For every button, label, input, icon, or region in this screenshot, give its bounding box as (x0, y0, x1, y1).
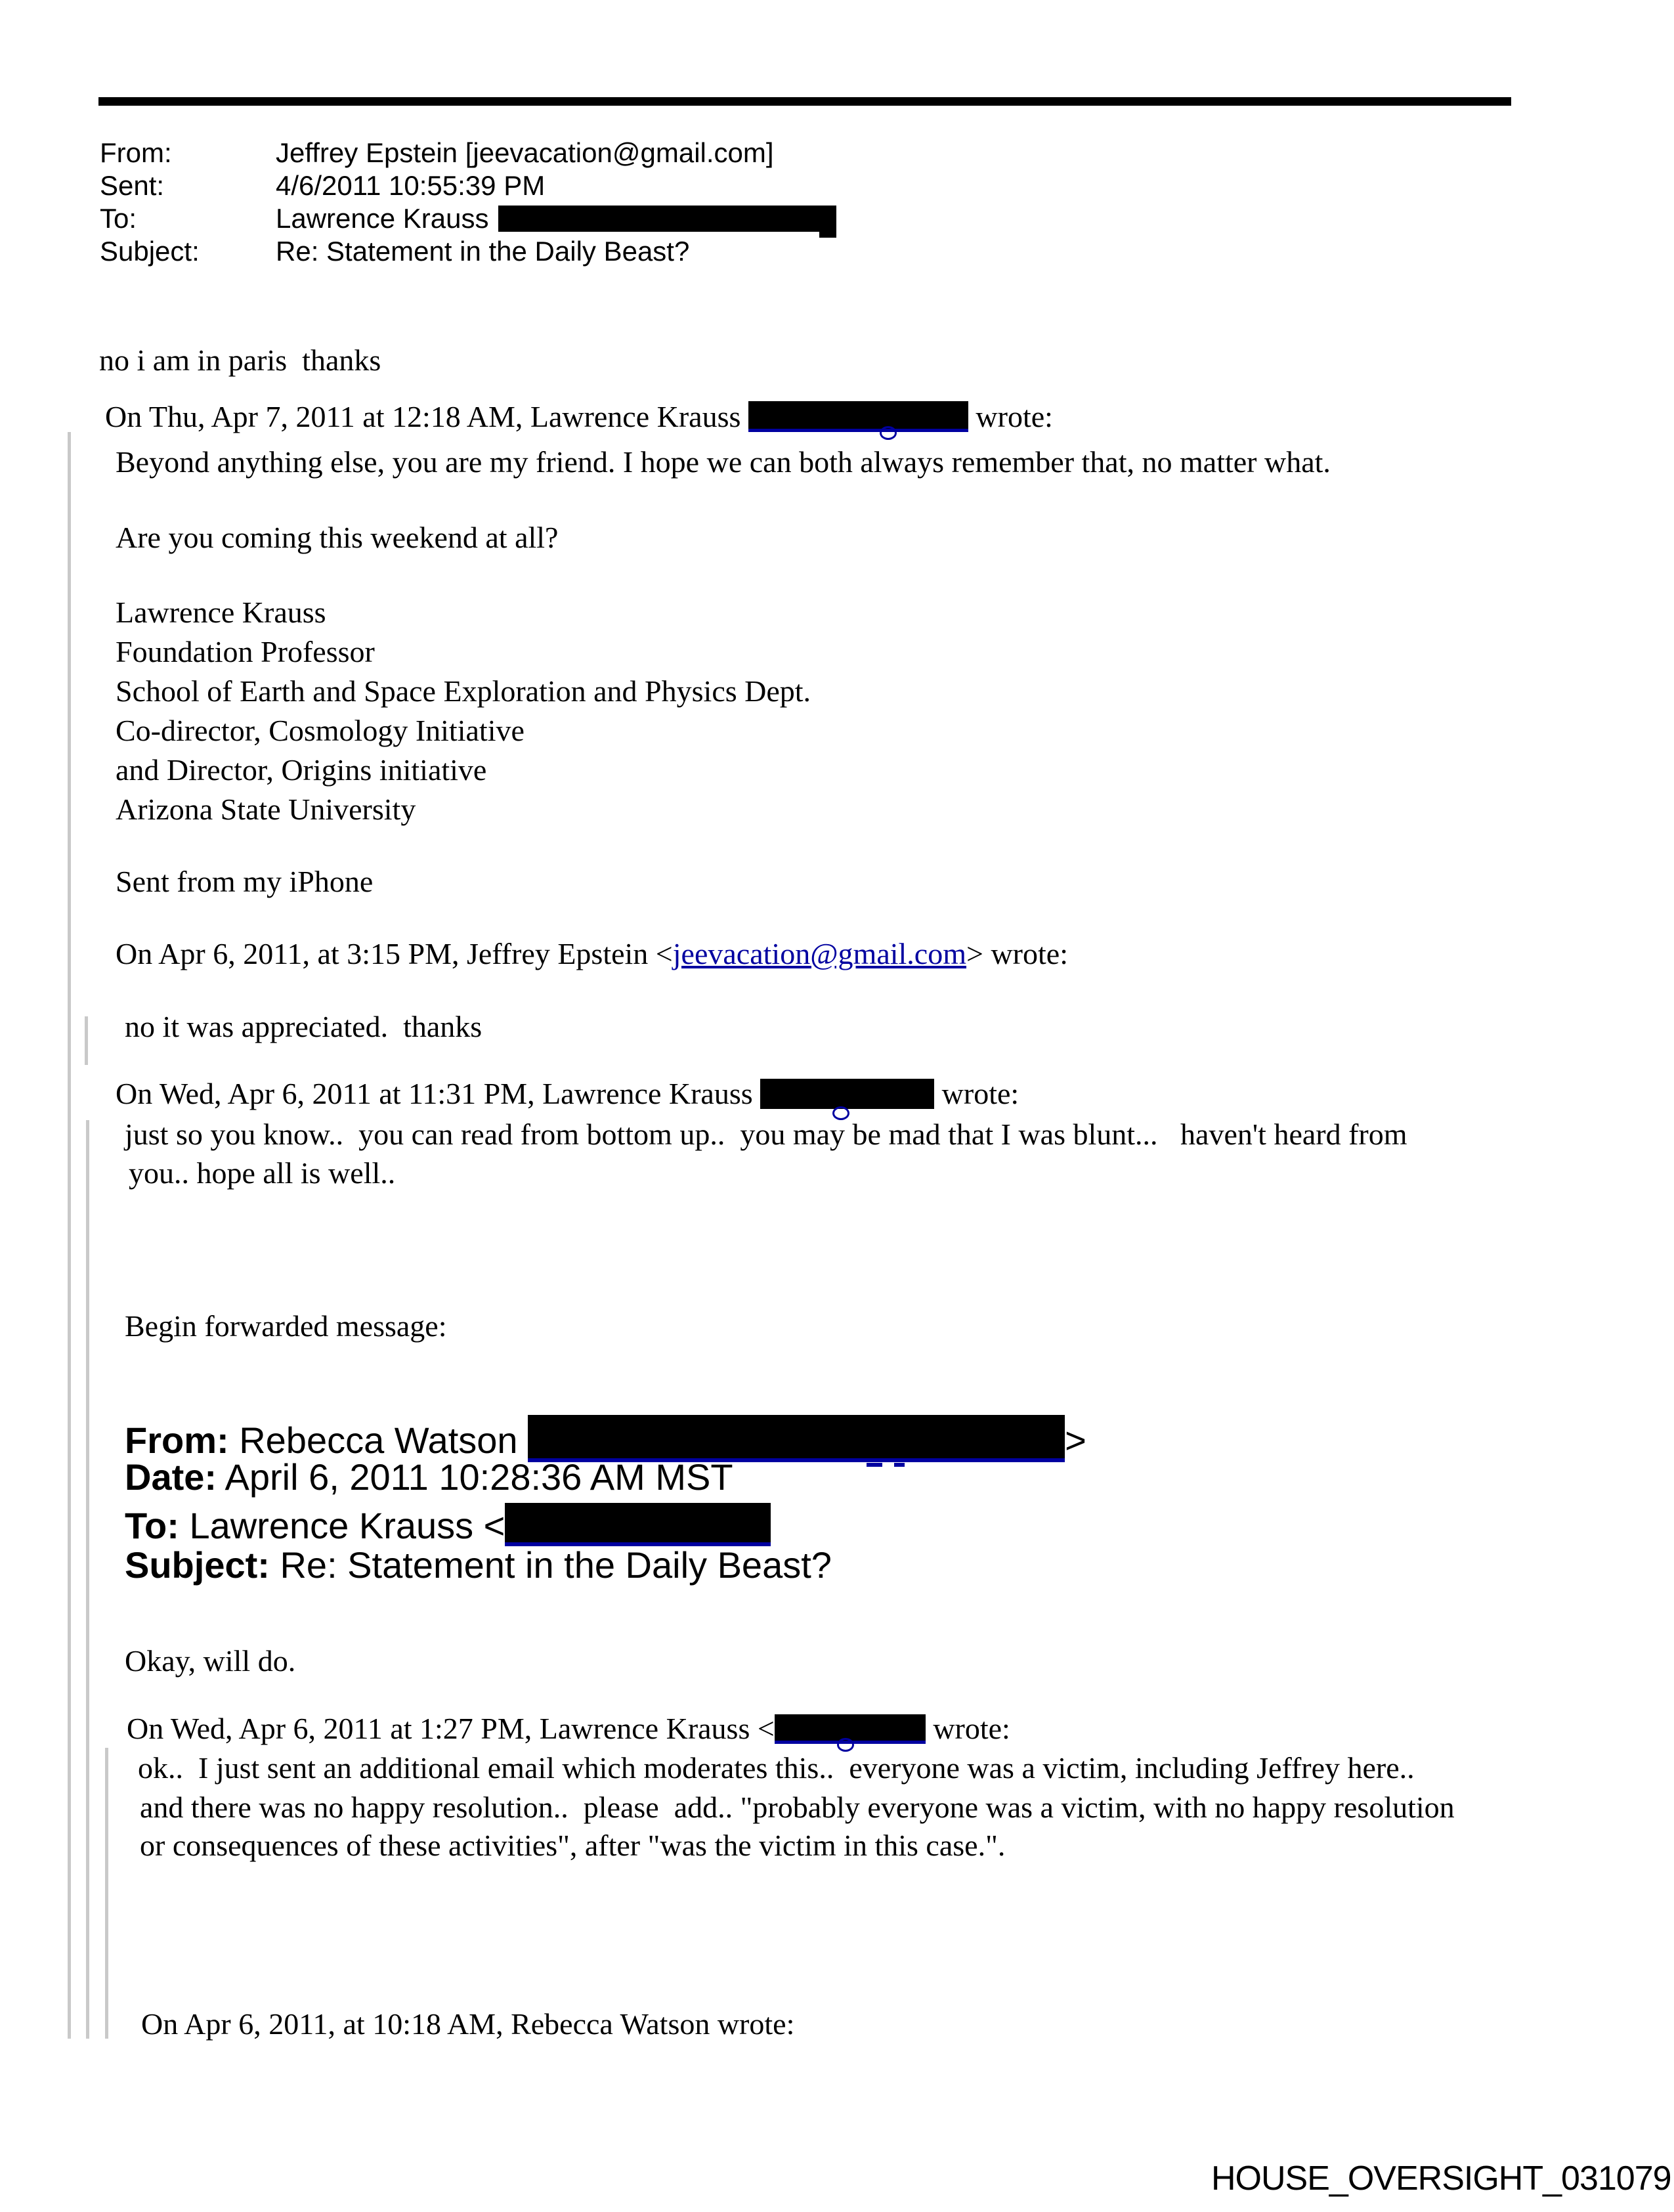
quote-bar-level3 (105, 1748, 108, 2039)
to-line (276, 205, 836, 232)
bates-number: HOUSE_OVERSIGHT_031079 (1211, 2159, 1671, 2198)
subject-value: Re: Statement in the Daily Beast? (276, 236, 690, 267)
quote-intro-1131 (116, 1079, 1019, 1109)
sent-label: Sent: (100, 170, 165, 201)
signature-line: Co-director, Cosmology Initiative (116, 714, 525, 747)
to-value: Lawrence Krauss (276, 203, 489, 234)
quoted-line-justso-2: you.. hope all is well.. (129, 1156, 396, 1190)
quote-intro-315 (116, 939, 1068, 969)
reply-text: no i am in paris thanks (99, 343, 381, 377)
fwd-to-line (125, 1503, 771, 1546)
quote-intro-1018: On Apr 6, 2011, at 10:18 AM, Rebecca Watson wrote: (141, 2007, 795, 2041)
fwd-subject-value: Re: Statement in the Daily Beast? (269, 1544, 832, 1586)
fwd-from-line (125, 1415, 1086, 1462)
email-link[interactable]: jeevacation@gmail.com (672, 937, 967, 970)
signature-line: School of Earth and Space Exploration and Physics Dept. (116, 674, 811, 708)
redacted-descender-artifact (880, 426, 897, 440)
quoted-line-ok-1: ok.. I just sent an additional email which moderates this.. everyone was a victim, including Jeffrey here.. (138, 1751, 1415, 1785)
quote-intro-315-post: > wrote: (966, 937, 1068, 970)
quoted-line-ok-2: and there was no happy resolution.. please add.. "probably everyone was a victim, with no happy resolution (140, 1790, 1455, 1824)
quote-bar-level2-segment (85, 1016, 88, 1065)
quote-intro-127 (127, 1714, 1010, 1744)
quoted-line-weekend: Are you coming this weekend at all? (116, 521, 559, 554)
signature-line: Arizona State University (116, 792, 416, 826)
from-value: Jeffrey Epstein [jeevacation@gmail.com] (276, 137, 774, 168)
subject-label: Subject: (100, 236, 200, 267)
quote-intro-315-pre: On Apr 6, 2011, at 3:15 PM, Jeffrey Epstein < (116, 937, 673, 970)
fwd-date-label: Date: (125, 1456, 217, 1498)
quote-intro-1131-text: On Wed, Apr 6, 2011 at 11:31 PM, Lawrence Krauss (116, 1077, 761, 1110)
from-label: From: (100, 137, 172, 168)
fwd-from-label: From: (125, 1420, 229, 1461)
wrote-text: wrote: (925, 1712, 1010, 1745)
quoted-line-justso-1: just so you know.. you can read from bottom up.. you may be mad that I was blunt... haven't heard from (125, 1117, 1407, 1151)
signature-line: Lawrence Krauss (116, 596, 326, 629)
quote-intro-thu (105, 401, 1053, 432)
fwd-from-value: Rebecca Watson (228, 1420, 528, 1461)
fwd-date-line (125, 1456, 733, 1498)
quoted-line-ok-3: or consequences of these activities", after "was the victim in this case.". (140, 1829, 1006, 1862)
sent-value: 4/6/2011 10:55:39 PM (276, 170, 546, 201)
wrote-text: wrote: (934, 1077, 1019, 1110)
quoted-line-beyond: Beyond anything else, you are my friend. I hope we can both always remember that, no matter what. (116, 445, 1331, 479)
begin-forwarded-message: Begin forwarded message: (125, 1309, 447, 1343)
redacted-descender-artifact (867, 1463, 882, 1467)
redaction-box-krauss-email-3 (505, 1503, 771, 1546)
fwd-to-label: To: (125, 1505, 179, 1546)
fwd-date-value: April 6, 2011 10:28:36 AM MST (217, 1456, 733, 1498)
fwd-subject-label: Subject: (125, 1544, 270, 1586)
quote-intro-thu-text: On Thu, Apr 7, 2011 at 12:18 AM, Lawrence Krauss (105, 400, 748, 433)
redaction-box-krauss-email-2 (760, 1079, 934, 1109)
redaction-box-to-address (498, 206, 836, 232)
redaction-box-krauss-email-1 (748, 401, 968, 432)
signature-line: and Director, Origins initiative (116, 753, 487, 787)
quote-intro-127-text: On Wed, Apr 6, 2011 at 1:27 PM, Lawrence Krauss < (127, 1712, 775, 1745)
redaction-box-watson-email (528, 1415, 1065, 1462)
quote-bar-level2 (86, 1120, 89, 2039)
redacted-descender-artifact (837, 1738, 854, 1752)
fwd-subject-line (125, 1544, 832, 1586)
redaction-box-krauss-email-4 (775, 1714, 926, 1744)
fwd-to-value: Lawrence Krauss < (179, 1505, 505, 1546)
signature-line: Foundation Professor (116, 635, 375, 668)
quoted-line-appreciated: no it was appreciated. thanks (125, 1010, 483, 1043)
redacted-descender-artifact (894, 1463, 905, 1467)
okay-will-do: Okay, will do. (125, 1644, 296, 1678)
sent-from-iphone: Sent from my iPhone (116, 865, 374, 898)
header-divider-rule (98, 97, 1511, 106)
quote-bar-level1 (68, 432, 71, 2039)
fwd-from-suffix: > (1065, 1420, 1086, 1461)
to-label: To: (100, 203, 137, 234)
wrote-text: wrote: (968, 400, 1053, 433)
